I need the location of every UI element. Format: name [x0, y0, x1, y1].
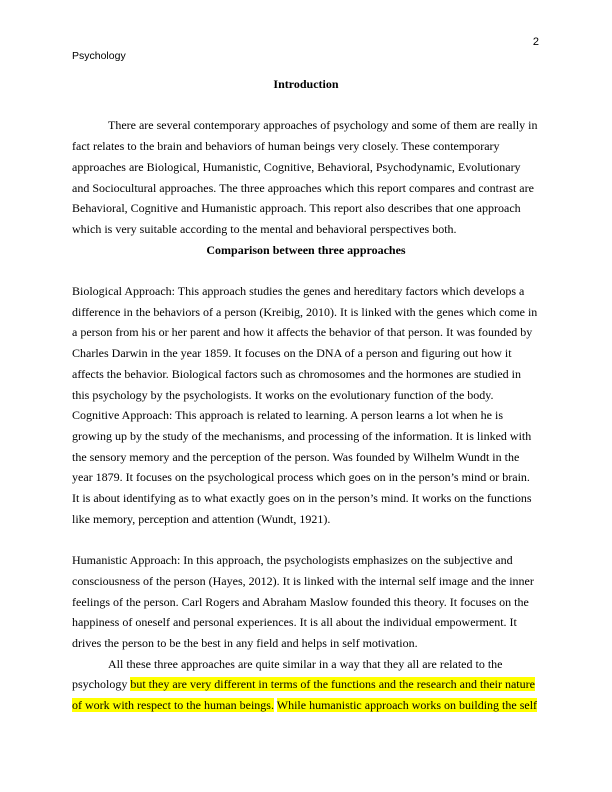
blank-line — [72, 529, 540, 550]
blank-line — [72, 95, 540, 116]
cognitive-paragraph: Cognitive Approach: This approach is related to learning. A person learns a lot when he is growing up by the study of the mechanisms, and processing of the information. It is linked with the sensory memory and the perception of the person. Was founded by Wilhelm Wundt in the year 1879. It focuses on the psychological process which goes on in the person’s mind or brain. It is about identifying as to what exactly goes on in the person’s mind. It works on the functions like memory, perception and attention (Wundt, 1921). — [72, 408, 532, 526]
page-number: 2 — [532, 36, 539, 48]
humanistic-paragraph: Humanistic Approach: In this approach, the psychologists emphasizes on the subjective and consciousness of the person (Hayes, 2012). It is linked with the internal self image and the inner feelings of the person. Carl Rogers and Abraham Maslow founded this theory. It focuses on the happiness of oneself and personal experiences. It is all about the individual empowerment. It drives the person to be the best in any field and helps in self motivation. — [72, 553, 534, 650]
running-head: Psychology — [72, 50, 126, 62]
highlighted-text: While humanistic approach works on building the self — [276, 698, 538, 713]
document-body — [72, 74, 540, 716]
blank-line — [72, 260, 540, 281]
comparison-heading: Comparison between three approaches — [206, 242, 406, 257]
highlighted-text: but they are very different in terms of the functions and the research and their nature of work with respect to the human beings. — [72, 677, 535, 713]
final-paragraph-start: All these three approaches are quite similar in a way that they all are related to the psychology — [72, 656, 503, 692]
biological-paragraph: Biological Approach: This approach studies the genes and hereditary factors which develops a difference in the behaviors of a person (Kreibig, 2010). It is linked with the genes which come in a person from his or her parent and how it affects the behavior of that person. It was founded by Charles Darwin in the year 1859. It focuses on the DNA of a person and figuring out how it affects the behavior. Biological factors such as chromosomes and the hormones are studied in this psychology by the psychologists. It works on the evolutionary function of the body. — [72, 284, 538, 402]
final-paragraph — [72, 654, 540, 716]
intro-paragraph: There are several contemporary approaches of psychology and some of them are really in fact relates to the brain and behaviors of human beings very closely. These contemporary approaches are Biological, Humanistic, Cognitive, Behavioral, Psychodynamic, Evolutionary and Sociocultural approaches. The three approaches which this report compares and contrast are Behavioral, Cognitive and Humanistic approach. This report also describes that one approach which is very suitable according to the mental and behavioral perspectives both. — [72, 118, 538, 236]
intro-heading: Introduction — [273, 77, 339, 91]
